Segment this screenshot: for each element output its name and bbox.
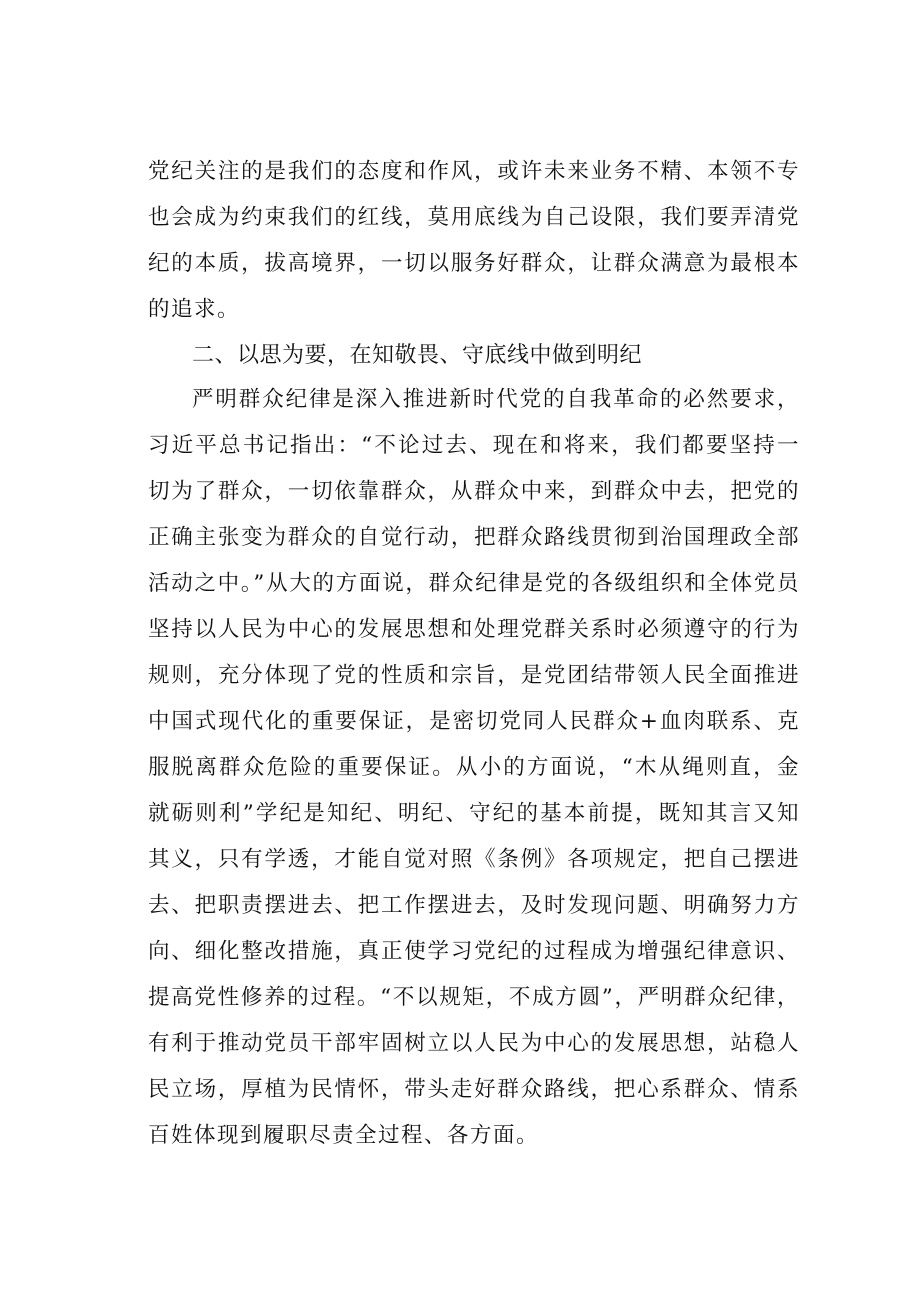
- document-body: [148, 149, 800, 1159]
- paragraph-continued: 党纪关注的是我们的态度和作风，或许未来业务不精、本领不专也会成为约束我们的红线，莫用底线为自己设限，我们要弄清党纪的本质，拔高境界，一切以服务好群众，让群众满意为最根本的追求。: [148, 159, 800, 322]
- section-heading: 二、以思为要，在知敬畏、守底线中做到明纪: [192, 343, 643, 368]
- paragraph-mass-discipline: 严明群众纪律是深入推进新时代党的自我革命的必然要求，习近平总书记指出：“不论过去、现在和将来，我们都要坚持一切为了群众，一切依靠群众，从群众中来，到群众中去，把党的正确主张变为群众的自觉行动，把群众路线贯彻到治国理政全部活动之中。”从大的方面说，群众纪律是党的各级组织和全体党员坚持以人民为中心的发展思想和处理党群关系时必须遵守的行为规则，充分体现了党的性质和宗旨，是党团结带领人民全面推进中国式现代化的重要保证，是密切党同人民群众+血肉联系、克服脱离群众危险的重要保证。从小的方面说，“木从绳则直，金就砺则利”学纪是知纪、明纪、守纪的基本前提，既知其言又知其义，只有学透，才能自觉对照《条例》各项规定，把自己摆进去、把职责摆进去、把工作摆进去，及时发现问题、明确努力方向、细化整改措施，真正使学习党纪的过程成为增强纪律意识、提高党性修养的过程。“不以规矩，不成方圆”，严明群众纪律，有利于推动党员干部牢固树立以人民为中心的发展思想，站稳人民立场，厚植为民情怀，带头走好群众路线，把心系群众、情系百姓体现到履职尽责全过程、各方面。: [148, 387, 800, 1148]
